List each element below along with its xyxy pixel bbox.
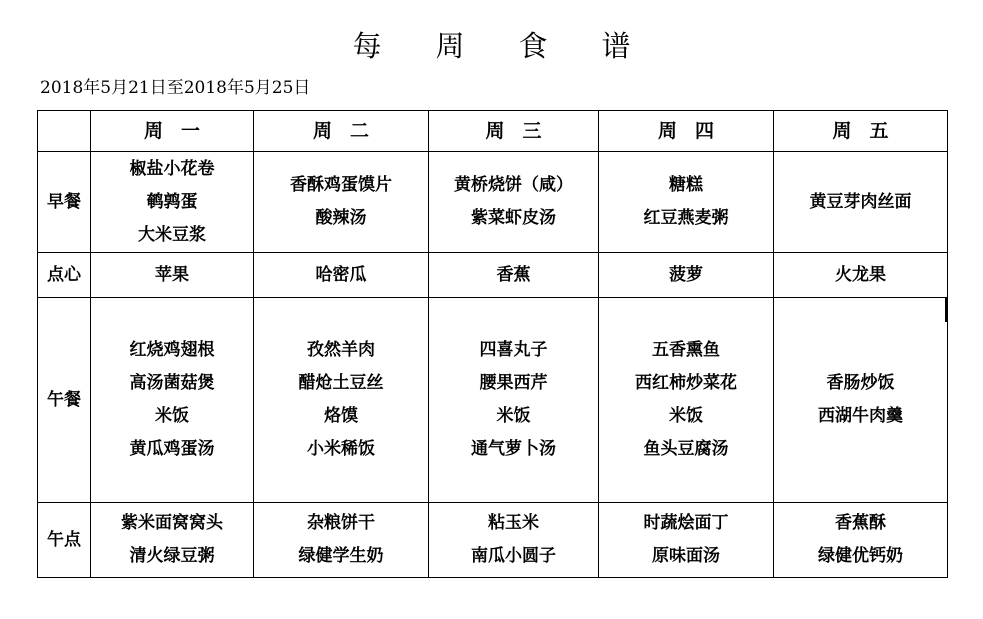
day-header-monday: 周 一: [91, 111, 254, 152]
table-header-row: [38, 111, 948, 152]
table-row-snack: [38, 253, 948, 298]
row-label-lunch: 午餐: [38, 298, 91, 503]
dish: 高汤菌菇煲: [129, 373, 215, 393]
menu-cell: [91, 298, 254, 503]
dish: 紫米面窝窝头: [121, 513, 223, 533]
menu-cell: [254, 298, 429, 503]
dish: 四喜丸子: [479, 340, 548, 360]
dish: 五香熏鱼: [652, 340, 720, 360]
dish: 米饭: [155, 406, 189, 426]
dish: 鱼头豆腐汤: [643, 439, 729, 459]
date-range: 2018年5月21日至2018年5月25日: [40, 78, 311, 98]
day-header-thursday: 周 四: [599, 111, 774, 152]
dish: 哈密瓜: [315, 264, 367, 285]
menu-cell: [429, 503, 599, 578]
menu-cell: [91, 253, 254, 298]
dish: 酸辣汤: [315, 208, 367, 228]
dish: 烙馍: [324, 406, 358, 426]
dish: 火龙果: [835, 264, 886, 285]
dish: 糖糕: [669, 175, 703, 195]
dish: 黄豆芽肉丝面: [809, 191, 912, 212]
dish: 紫菜虾皮汤: [471, 208, 556, 228]
dish: 苹果: [155, 264, 189, 285]
dish: 西红柿炒菜花: [635, 373, 737, 393]
dish: 米饭: [496, 406, 531, 426]
dish: 醋炝土豆丝: [298, 373, 384, 393]
dish: 香肠炒饭: [826, 373, 895, 393]
corner-cell: [38, 111, 91, 152]
dish: 孜然羊肉: [307, 340, 375, 360]
dish: 香酥鸡蛋馍片: [290, 175, 392, 195]
menu-cell: [599, 503, 774, 578]
menu-cell: [429, 253, 599, 298]
dish: 黄瓜鸡蛋汤: [129, 439, 215, 459]
menu-cell: [429, 298, 599, 503]
dish: 香蕉: [496, 264, 531, 285]
title-char: 周: [435, 29, 465, 63]
dish: 菠萝: [669, 264, 703, 285]
day-header-tuesday: 周 二: [254, 111, 429, 152]
title-char: 谱: [601, 29, 631, 63]
dish: 椒盐小花卷: [129, 158, 215, 179]
day-header-wednesday: 周 三: [429, 111, 599, 152]
dish: 香蕉酥: [835, 513, 886, 533]
dish: 鹌鹑蛋: [146, 191, 198, 212]
dish: 黄桥烧饼（咸）: [454, 175, 573, 195]
dish: 米饭: [669, 406, 703, 426]
table-row-lunch: [38, 298, 948, 503]
dish: 粘玉米: [488, 513, 539, 533]
menu-cell: [599, 253, 774, 298]
menu-cell: [774, 253, 948, 298]
menu-cell: [774, 152, 948, 253]
dish: 大米豆浆: [138, 224, 206, 245]
weekly-menu-table: [37, 110, 948, 578]
title-char: 每: [352, 29, 382, 63]
row-label-afternoon-snack: 午点: [38, 503, 91, 578]
dish: 绿健学生奶: [298, 546, 384, 566]
row-label-snack: 点心: [38, 253, 91, 298]
menu-cell: [254, 503, 429, 578]
table-row-afternoon-snack: [38, 503, 948, 578]
page-title: [0, 26, 983, 66]
row-label-breakfast: 早餐: [38, 152, 91, 253]
dish: 杂粮饼干: [307, 513, 375, 533]
title-char: 食: [518, 29, 548, 63]
dish: 红烧鸡翅根: [129, 340, 215, 360]
dish: 西湖牛肉羹: [818, 406, 903, 426]
menu-cell: [91, 152, 254, 253]
dish: 小米稀饭: [307, 439, 375, 459]
menu-cell: [254, 152, 429, 253]
table-row-breakfast: [38, 152, 948, 253]
text-cursor: [945, 298, 947, 322]
menu-cell: [774, 503, 948, 578]
menu-cell: [91, 503, 254, 578]
dish: 原味面汤: [652, 546, 720, 566]
dish: 腰果西芹: [479, 373, 548, 393]
menu-cell: [429, 152, 599, 253]
dish: 通气萝卜汤: [471, 439, 556, 459]
day-header-friday: 周 五: [774, 111, 948, 152]
menu-cell: [599, 298, 774, 503]
dish: 时蔬烩面丁: [643, 513, 729, 533]
menu-cell: [774, 298, 948, 503]
dish: 红豆燕麦粥: [643, 208, 729, 228]
dish: 南瓜小圆子: [471, 546, 556, 566]
menu-cell: [254, 253, 429, 298]
dish: 绿健优钙奶: [818, 546, 903, 566]
menu-cell: [599, 152, 774, 253]
dish: 清火绿豆粥: [129, 546, 215, 566]
